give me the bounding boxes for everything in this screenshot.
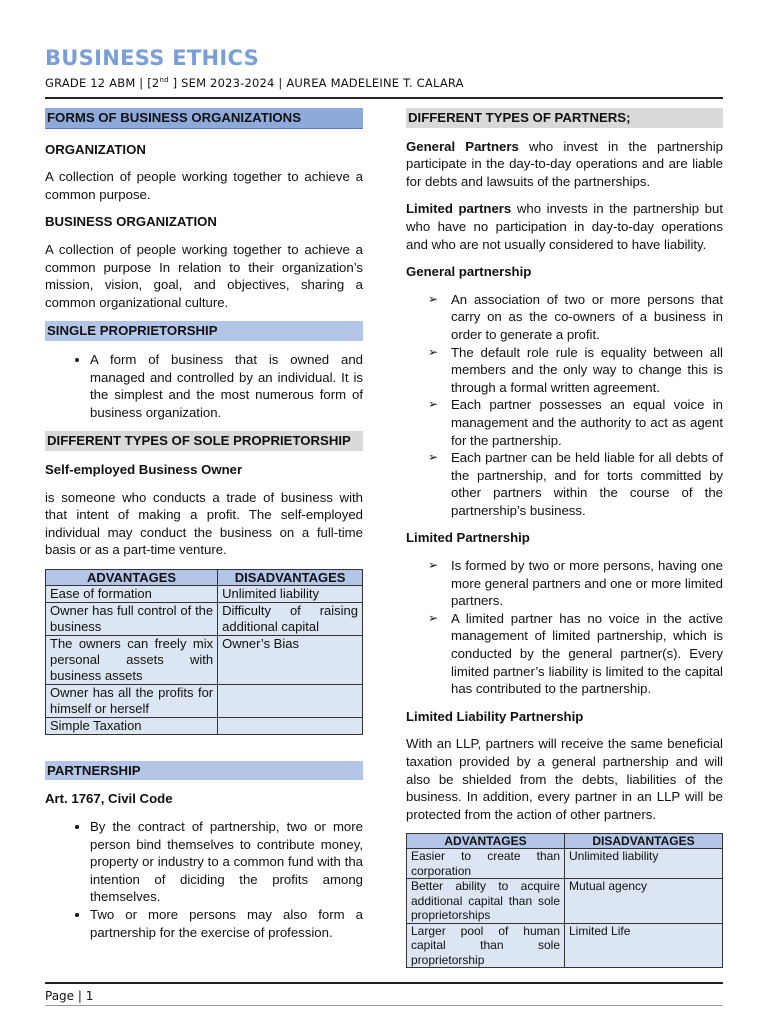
list-item: ➢ Each partner possesses an equal voice in management and the authority to act as agent for the partnership. [451,396,723,449]
general-partnership-heading: General partnership [406,264,532,280]
table-cell: Limited Life [565,923,723,968]
business-organization-text: A collection of people working together to achieve a common purpose In relation to their organization’s mission, vision, goal, and objectives, sharing a common organizational culture. [45,241,363,310]
table-cell: Simple Taxation [46,717,218,734]
general-partners-paragraph [406,138,723,191]
table-cell: Owner has all the profits for himself or herself [46,684,218,717]
section-heading-types-sole: DIFFERENT TYPES OF SOLE PROPRIETORSHIP [45,431,363,451]
disadvantages-header: DISADVANTAGES [565,834,723,849]
section-heading-types-partners: DIFFERENT TYPES OF PARTNERS; [406,108,723,128]
table-cell: Ease of formation [46,585,218,602]
list-item: • A form of business that is owned and managed and controlled by an individual. It is the simplest and the most numerous form of business organization. [90,351,363,421]
list-item: ➢ A limited partner has no voice in the active management of limited partnership, which is conducted by the general partner(s). Every limited partner’s liability is limited to the capital has contributed to the partnership. [451,610,723,698]
section-heading-partnership: PARTNERSHIP [45,761,363,781]
table-cell: Unlimited liability [218,585,363,602]
table-row [46,684,363,717]
single-proprietorship-list [45,351,363,421]
business-organization-heading: BUSINESS ORGANIZATION [45,214,217,230]
footer-rule [45,982,723,984]
general-partnership-list [406,291,723,520]
footer-bottom-rule [45,1005,723,1006]
subtitle-part: GRADE 12 ABM | [2 [45,76,160,90]
table-row [46,635,363,684]
table-header-row [46,569,363,585]
list-item: ➢ Each partner can be held liable for all debts of the partnership, and for torts committed by other partners within the course of the partnership’s business. [451,449,723,519]
table-row [407,849,723,879]
document-title: BUSINESS ETHICS [45,46,260,70]
page-number: Page | 1 [45,989,94,1003]
limited-partners-term: Limited partners [406,201,512,217]
organization-text: A collection of people working together to achieve a common purpose. [45,169,363,202]
civil-code-heading: Art. 1767, Civil Code [45,791,173,807]
limited-partners-paragraph [406,200,723,253]
disadvantages-header: DISADVANTAGES [218,569,363,585]
table-cell: Better ability to acquire additional capital than sole proprietorships [407,879,565,924]
document-subtitle [45,76,723,90]
list-item: ➢ Is formed by two or more persons, having one more general partners and one or more limited partners. [451,557,723,610]
table-cell: Larger pool of human capital than sole proprietorship [407,923,565,968]
left-column [45,108,363,951]
page-header [45,46,723,90]
subtitle-part: ] SEM 2023-2024 | AUREA MADELEINE T. CALARA [168,76,464,90]
organization-heading: ORGANIZATION [45,141,146,157]
self-employed-text: is someone who conducts a trade of business with that intent of making a profit. The self-employed individual may conduct the business on a full-time basis or as a part-time venture. [45,489,363,558]
advantages-header: ADVANTAGES [407,834,565,849]
list-item: • By the contract of partnership, two or more person bind themselves to contribute money, property or industry to a common fund with tha intention of diciding the profits among themselves. [90,818,363,906]
table-cell: Mutual agency [565,879,723,924]
self-employed-heading: Self-employed Business Owner [45,461,243,477]
table-row [46,602,363,635]
general-partners-term: General Partners [406,138,519,154]
section-heading-single-proprietorship: SINGLE PROPRIETORSHIP [45,321,363,341]
section-heading-forms: FORMS OF BUSINESS ORGANIZATIONS [45,108,363,129]
table-row [407,879,723,924]
table-cell [218,684,363,717]
table-row [46,585,363,602]
llp-table [406,833,723,968]
table-cell: Owner’s Bias [218,635,363,684]
limited-partnership-list [406,557,723,698]
table-row [407,923,723,968]
list-item: • Two or more persons may also form a partnership for the exercise of profession. [90,906,363,941]
table-row [46,717,363,734]
llp-heading: Limited Liability Partnership [406,708,584,724]
llp-text: With an LLP, partners will receive the same beneficial taxation provided by a general partnership and will also be shielded from the debts, liabilities of the business. In addition, every partner in an LLP will be protected from the action of other partners. [406,736,723,822]
right-column [406,108,723,978]
table-cell: Difficulty of raising additional capital [218,602,363,635]
list-item: ➢ The default role rule is equality between all members and the only way to change this is through a formal written agreement. [451,344,723,397]
table-header-row [407,834,723,849]
table-cell: Easier to create than corporation [407,849,565,879]
general-partners-text: who invest in the partnership participate in the day-to-day operations and are liable for debts and lawsuits of the partnerships. [406,138,723,189]
table-cell: Unlimited liability [565,849,723,879]
sole-proprietorship-table [45,569,363,735]
limited-partnership-heading: Limited Partnership [406,530,530,546]
limited-partners-text: who invests in the partnership but who have no participation in day-to-day operations and who are not usually considered to have liability. [406,201,724,252]
subtitle-superscript: nd [159,76,169,85]
table-cell: Owner has full control of the business [46,602,218,635]
header-rule [45,97,723,99]
table-cell [218,717,363,734]
list-item: ➢ An association of two or more persons that carry on as the co-owners of a business in order to generate a profit. [451,291,723,344]
table-cell: The owners can freely mix personal assets with business assets [46,635,218,684]
partnership-list [45,818,363,941]
advantages-header: ADVANTAGES [46,569,218,585]
